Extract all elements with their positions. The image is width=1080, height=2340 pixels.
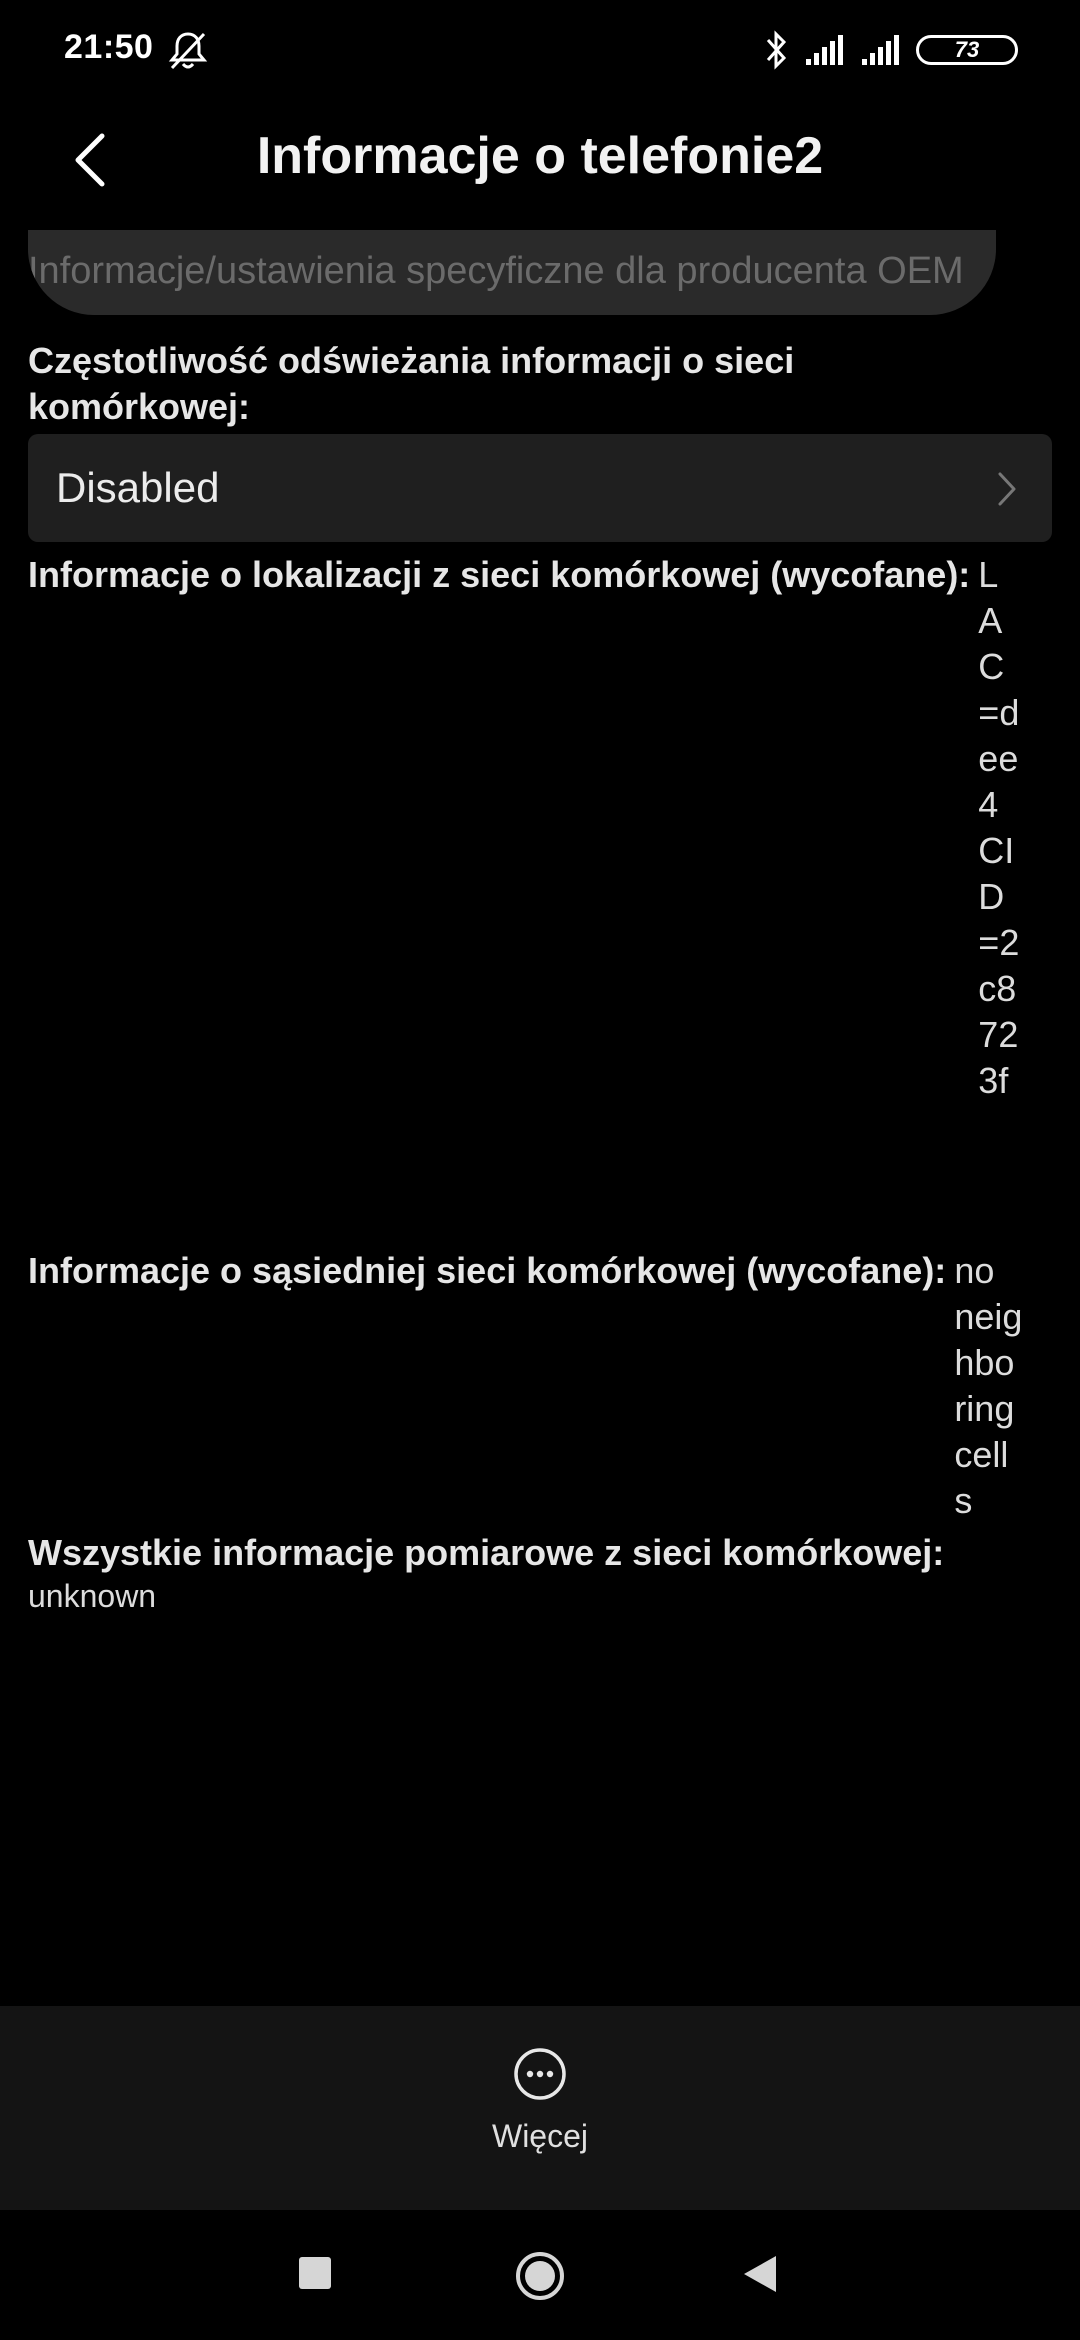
signal-icon [860,33,902,67]
refresh-rate-value: Disabled [56,464,220,511]
more-button[interactable] [440,2046,640,2186]
content-area[interactable] [0,230,1080,2005]
all-cell-info-label: Wszystkie informacje pomiarowe z sieci komórkowej: [28,1532,945,1573]
page-title: Informacje o telefonie2 [256,127,824,185]
status-icons [762,26,1018,74]
mute-icon [166,28,210,72]
refresh-rate-dropdown[interactable] [28,434,1052,542]
status-bar [0,0,1080,100]
chevron-right-icon [996,470,1018,508]
battery-level: 73 [954,37,980,62]
neighbor-cell-row [28,1248,1052,1524]
recent-apps-icon[interactable] [299,2257,331,2289]
oem-info-button[interactable] [28,230,996,315]
bluetooth-icon [762,30,790,70]
battery-icon [916,35,1018,65]
oem-info-label: Informacje/ustawienia specyficzne dla producenta OEM [28,250,964,292]
signal-icon [804,33,846,67]
cell-location-value: LAC=dee4CID=2c8723f [978,554,1020,1101]
more-label: Więcej [491,2118,588,2154]
back-triangle-icon[interactable] [742,2254,778,2294]
all-cell-info-value: unknown [28,1578,157,1614]
status-time: 21:50 [64,28,154,66]
more-horizontal-icon [512,2046,568,2102]
neighbor-cell-value: no neighboring cells [954,1250,1023,1521]
cell-location-label: Informacje o lokalizacji z sieci komórkowej (wycofane): [28,554,971,595]
navigation-bar [0,2210,1080,2340]
bottom-action-bar [0,2006,1080,2210]
cell-location-row [28,552,1052,1104]
neighbor-cell-label: Informacje o sąsiedniej sieci komórkowej (wycofane): [28,1250,947,1291]
refresh-rate-label: Częstotliwość odświeżania informacji o sieci komórkowej: [28,340,795,427]
home-icon[interactable] [514,2250,566,2302]
